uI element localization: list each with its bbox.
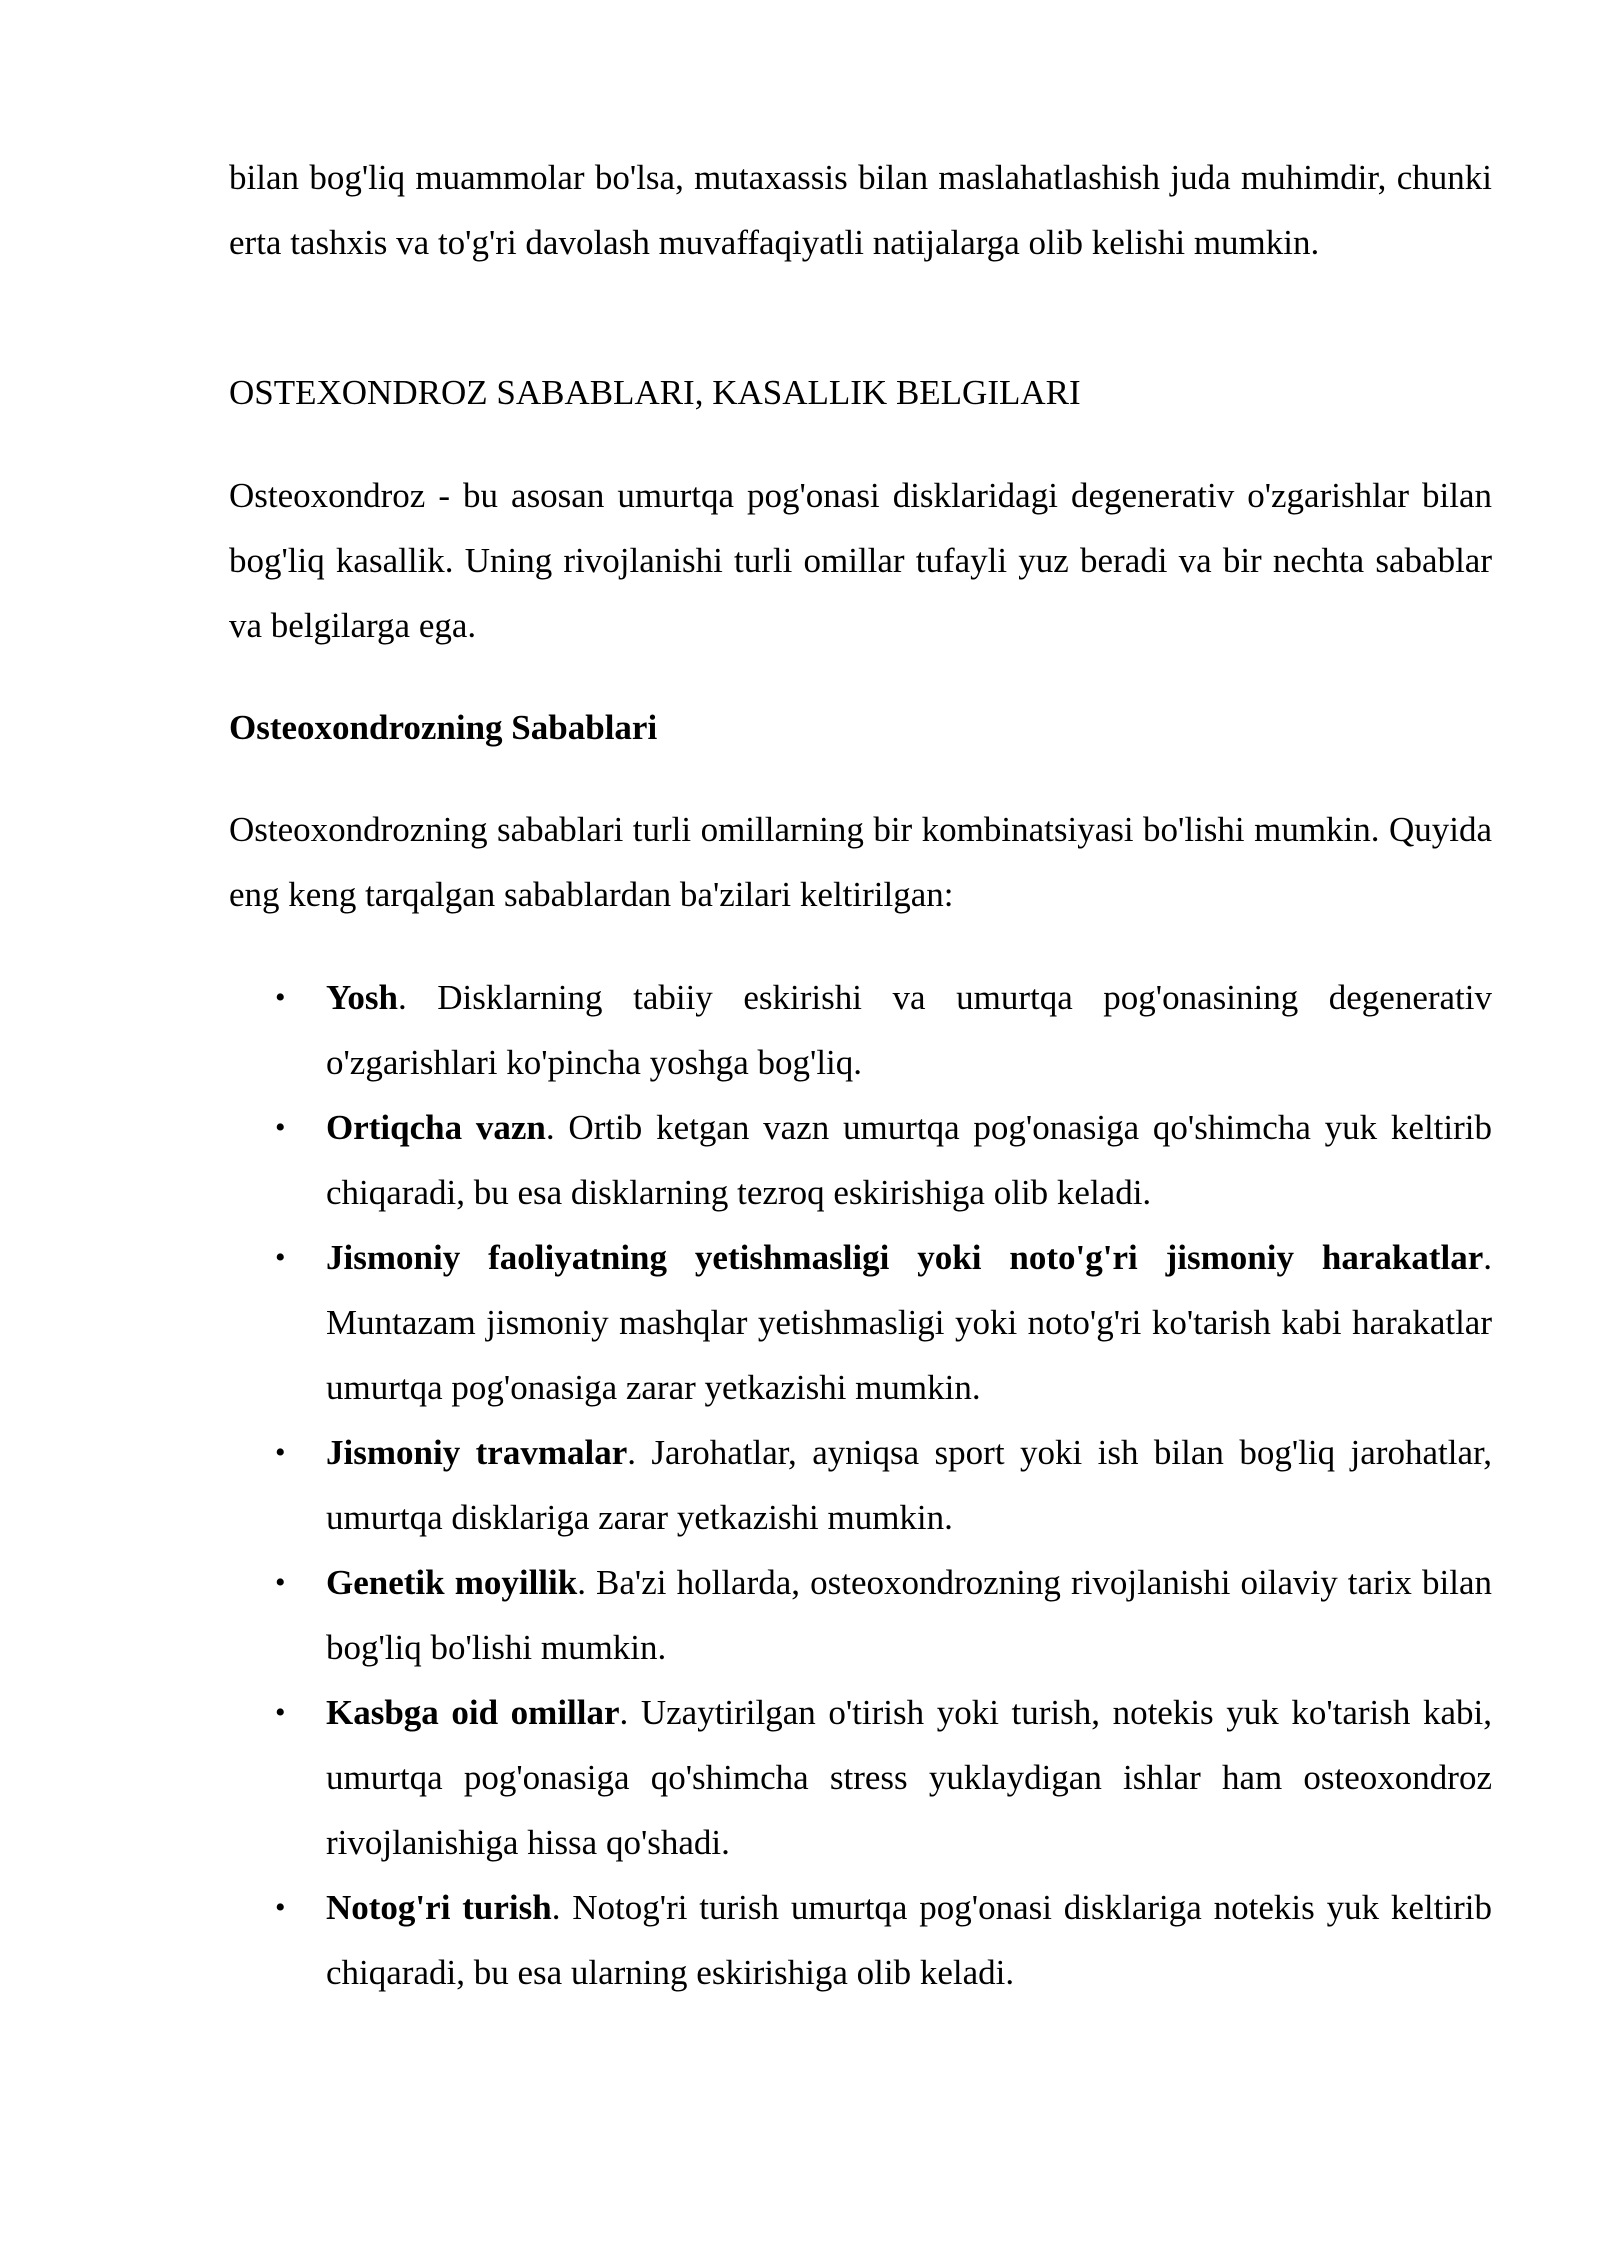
causes-subheading: Osteoxondrozning Sabablari xyxy=(229,708,658,747)
cause-text: . Ba'zi hollarda, osteoxondrozning rivojlanishi oilaviy tarix bilan bog'liq bo'lishi mumkin. xyxy=(326,1563,1493,1667)
bullet-icon: • xyxy=(275,1241,286,1274)
cause-text: . Muntazam jismoniy mashqlar yetishmasligi yoki noto'g'ri ko'tarish kabi harakatlar umurtqa pog'onasiga zarar yetkazishi mumkin. xyxy=(326,1238,1492,1407)
bullet-icon: • xyxy=(275,1891,286,1924)
section-paragraph: Osteoxondroz - bu asosan umurtqa pog'onasi disklaridagi degenerativ o'zgarishlar bilan bog'liq kasallik. Uning rivojlanishi turli omillar tufayli yuz beradi va bir nechta sabablar va belgilarga ega. xyxy=(229,476,1492,645)
cause-term: Yosh xyxy=(326,978,398,1017)
cause-term: Kasbga oid omillar xyxy=(326,1693,620,1732)
intro-paragraph: bilan bog'liq muammolar bo'lsa, mutaxassis bilan maslahatlashish juda muhimdir, chunki erta tashxis va to'g'ri davolash muvaffaqiyatli natijalarga olib kelishi mumkin. xyxy=(229,158,1492,262)
bullet-icon: • xyxy=(275,1436,286,1469)
cause-term: Notog'ri turish xyxy=(326,1888,552,1927)
causes-list xyxy=(229,965,1492,2005)
cause-item xyxy=(229,1225,1492,1420)
bullet-icon: • xyxy=(275,1566,286,1599)
bullet-icon: • xyxy=(275,1111,286,1144)
bullet-icon: • xyxy=(275,1696,286,1729)
cause-item xyxy=(229,1095,1492,1225)
cause-term: Genetik moyillik xyxy=(326,1563,578,1602)
bullet-icon: • xyxy=(275,981,286,1014)
cause-text: . Ortib ketgan vazn umurtqa pog'onasiga qo'shimcha yuk keltirib chiqaradi, bu esa disklarning tezroq eskirishiga olib keladi. xyxy=(326,1108,1492,1212)
cause-item xyxy=(229,1550,1492,1680)
section-heading: OSTEXONDROZ SABABLARI, KASALLIK BELGILARI xyxy=(229,373,1081,412)
causes-intro-paragraph: Osteoxondrozning sabablari turli omillarning bir kombinatsiyasi bo'lishi mumkin. Quyida eng keng tarqalgan sabablardan ba'zilari keltirilgan: xyxy=(229,810,1492,914)
cause-term: Ortiqcha vazn xyxy=(326,1108,546,1147)
cause-text: . Notog'ri turish umurtqa pog'onasi disklariga notekis yuk keltirib chiqaradi, bu esa ularning eskirishiga olib keladi. xyxy=(326,1888,1492,1992)
cause-text: . Jarohatlar, ayniqsa sport yoki ish bilan bog'liq jarohatlar, umurtqa disklariga zarar yetkazishi mumkin. xyxy=(326,1433,1492,1537)
cause-text: . Disklarning tabiiy eskirishi va umurtqa pog'onasining degenerativ o'zgarishlari ko'pincha yoshga bog'liq. xyxy=(326,978,1492,1082)
cause-item xyxy=(229,1420,1492,1550)
cause-text: . Uzaytirilgan o'tirish yoki turish, notekis yuk ko'tarish kabi, umurtqa pog'onasiga qo'shimcha stress yuklaydigan ishlar ham osteoxondroz rivojlanishiga hissa qo'shadi. xyxy=(326,1693,1492,1862)
cause-item xyxy=(229,1680,1492,1875)
cause-item xyxy=(229,965,1492,1095)
cause-item xyxy=(229,1875,1492,2005)
cause-term: Jismoniy travmalar xyxy=(326,1433,628,1472)
cause-term: Jismoniy faoliyatning yetishmasligi yoki noto'g'ri jismoniy harakatlar xyxy=(326,1238,1484,1277)
